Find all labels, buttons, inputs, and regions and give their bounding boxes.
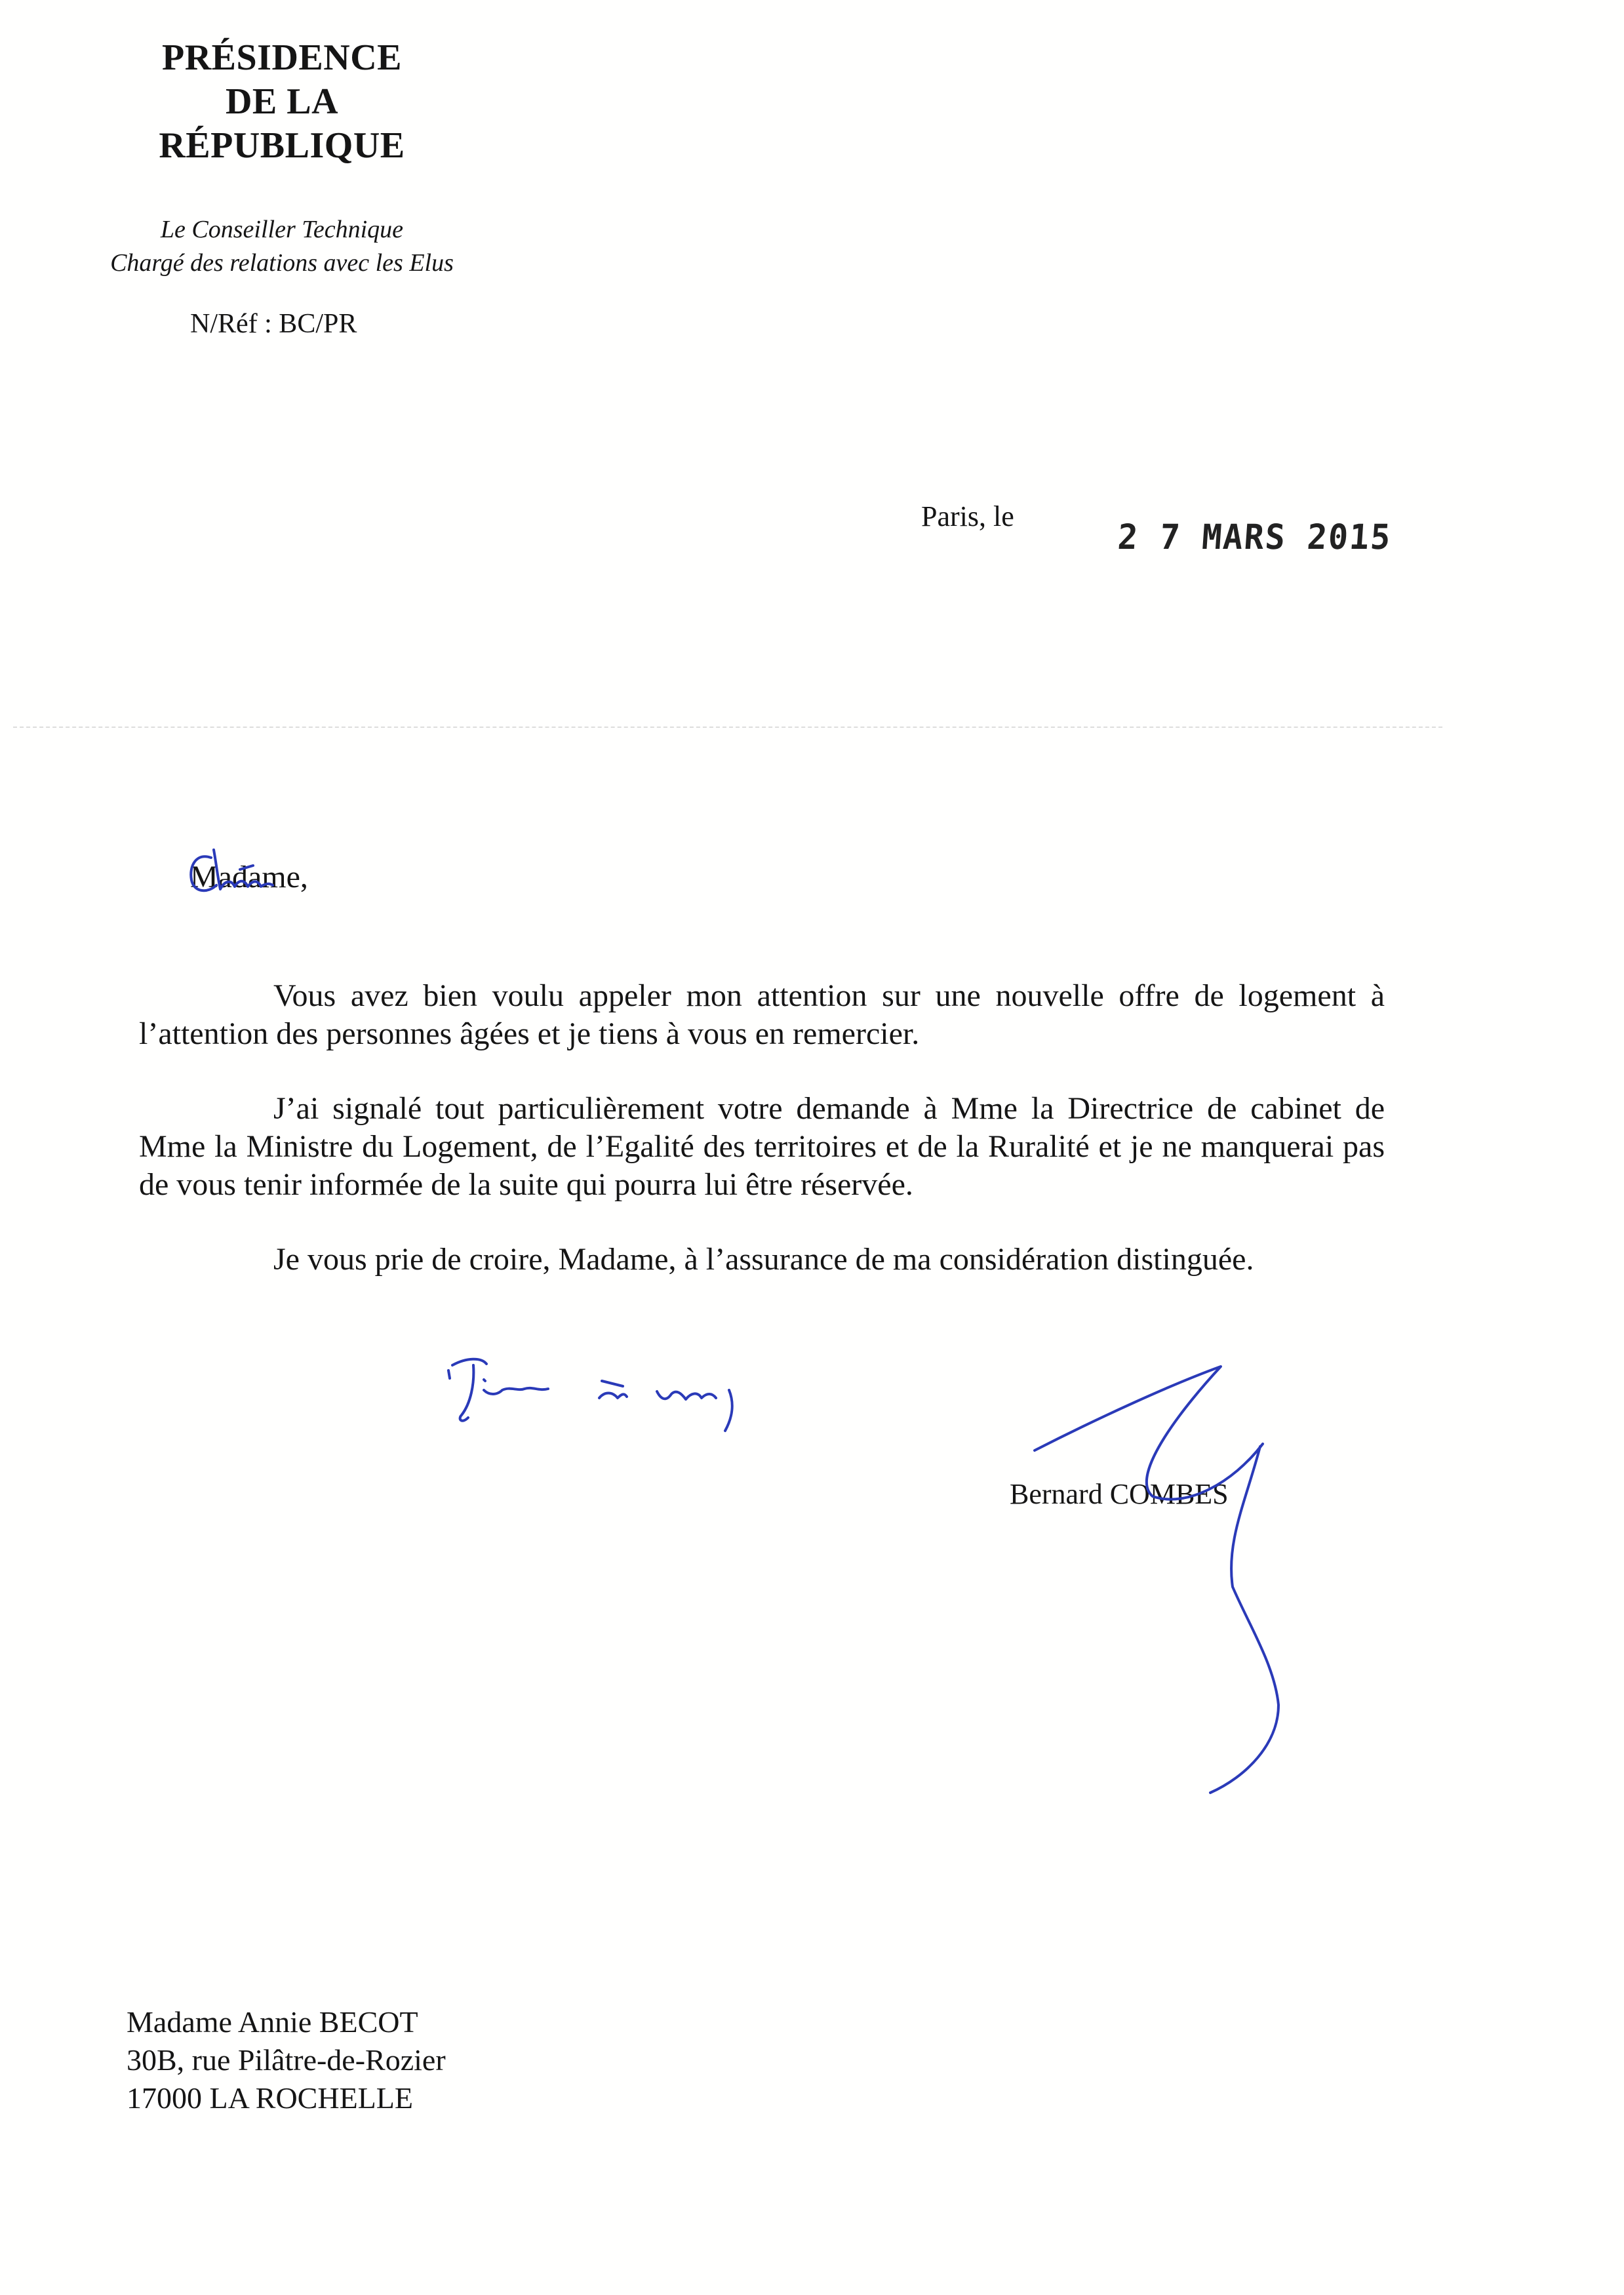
letter-body	[139, 977, 1385, 1315]
body-paragraph: Je vous prie de croire, Madame, à l’assurance de ma considération distinguée.	[273, 1242, 1254, 1277]
reference-number: N/Réf : BC/PR	[190, 309, 357, 339]
institution-line: DE LA	[225, 81, 339, 122]
body-paragraph: Vous avez bien voulu appeler mon attention sur une nouvelle offre de logement à l’attention des personnes âgées et je tiens à vous en remercier.	[139, 978, 1385, 1051]
sender-title-line: Le Conseiller Technique	[160, 216, 404, 243]
address-line: Madame Annie BECOT	[127, 2005, 418, 2039]
address-line: 30B, rue Pilâtre-de-Rozier	[127, 2043, 446, 2077]
handwritten-closing	[448, 1359, 732, 1431]
sender-title	[59, 213, 505, 280]
letterhead-institution	[111, 36, 452, 168]
address-line: 17000 LA ROCHELLE	[127, 2081, 413, 2115]
date-place: Paris, le	[921, 500, 1014, 532]
sender-title-line: Chargé des relations avec les Elus	[110, 249, 454, 277]
signatory-name: Bernard COMBES	[1010, 1478, 1229, 1510]
date-stamp: 2 7 MARS 2015	[1116, 517, 1393, 557]
institution-line: RÉPUBLIQUE	[159, 125, 405, 166]
salutation: Madame,	[190, 860, 308, 894]
institution-line: PRÉSIDENCE	[162, 37, 402, 78]
recipient-address	[127, 2003, 446, 2117]
signature	[1035, 1367, 1278, 1793]
fold-divider	[13, 727, 1442, 728]
body-paragraph: J’ai signalé tout particulièrement votre demande à Mme la Directrice de cabinet de Mme la Ministre du Logement, de l’Egalité des territoires et de la Ruralité et je ne manquerai pas de vous tenir informée de la suite qui pourra lui être réservée.	[139, 1091, 1385, 1202]
